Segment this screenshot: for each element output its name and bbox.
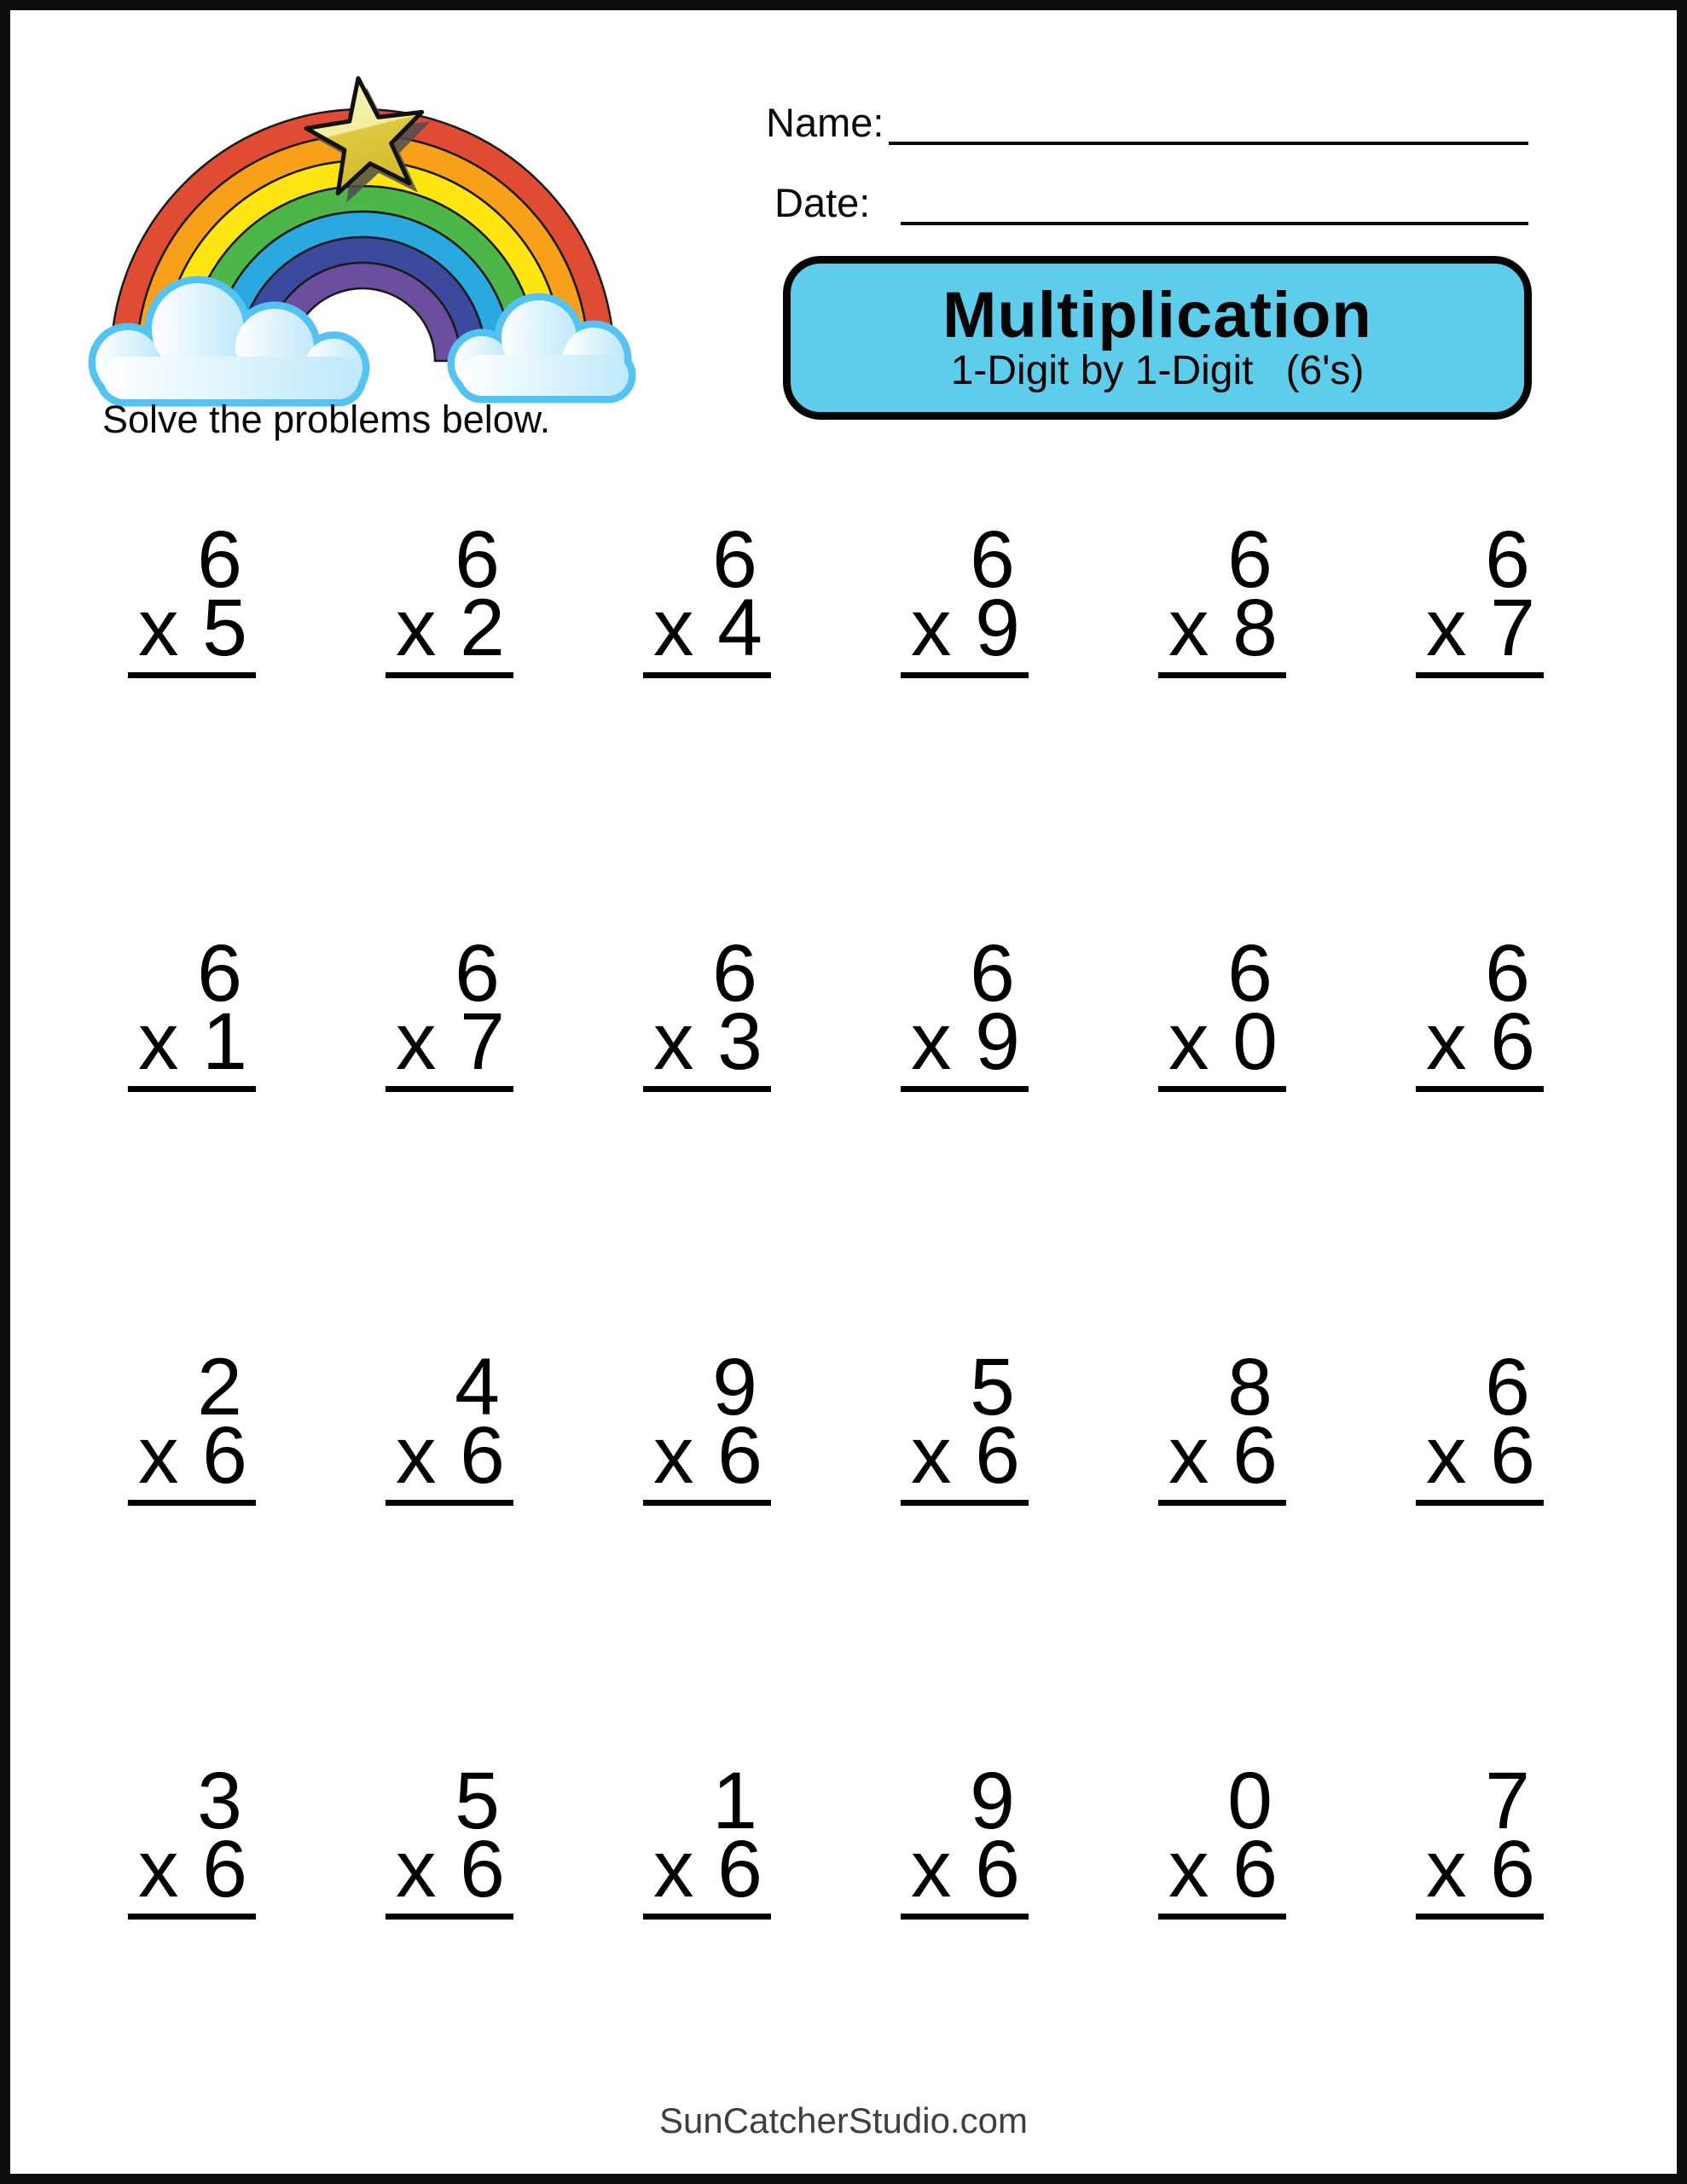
multiplicand: 4 xyxy=(455,1342,500,1432)
multiplication-problem xyxy=(901,928,1029,1092)
multiplier: 5 xyxy=(202,582,247,673)
multiplicand: 6 xyxy=(712,514,757,605)
multiplication-problem xyxy=(643,1342,771,1506)
multiplier-line xyxy=(1416,582,1544,673)
multiplier-line xyxy=(1158,996,1286,1087)
multiplication-problem xyxy=(901,1342,1029,1506)
multiplication-problem xyxy=(1158,514,1286,678)
multiply-operator: x xyxy=(653,1409,694,1501)
multiplicand: 7 xyxy=(1485,1756,1530,1846)
multiplier: 9 xyxy=(975,996,1020,1087)
multiplication-problem xyxy=(128,1342,256,1506)
multiplier-line xyxy=(128,582,256,673)
multiplier: 6 xyxy=(975,1823,1020,1914)
multiplication-problem xyxy=(1158,1756,1286,1920)
multiplicand: 6 xyxy=(1227,514,1272,605)
multiply-operator: x xyxy=(653,1823,694,1914)
multiplication-problem xyxy=(128,1756,256,1920)
multiplier-line xyxy=(643,996,771,1087)
multiply-operator: x xyxy=(911,582,952,673)
multiplier-line xyxy=(901,582,1029,673)
multiplicand: 6 xyxy=(197,514,242,605)
multiply-operator: x xyxy=(138,1409,179,1501)
multiplication-problem xyxy=(1416,514,1544,678)
multiplication-problem xyxy=(1416,1756,1544,1920)
multiply-operator: x xyxy=(396,582,437,673)
multiply-operator: x xyxy=(1168,582,1209,673)
multiplier: 6 xyxy=(1490,996,1535,1087)
multiplier-line xyxy=(1416,1823,1544,1914)
multiplication-problem xyxy=(1416,1342,1544,1506)
multiplier: 6 xyxy=(717,1823,762,1914)
multiply-operator: x xyxy=(653,996,694,1087)
date-label: Date: xyxy=(774,180,871,225)
multiply-operator: x xyxy=(1426,1823,1467,1914)
multiplier-line xyxy=(128,1823,256,1914)
footer-credit: SunCatcherStudio.com xyxy=(659,2100,1028,2140)
multiply-operator: x xyxy=(1168,996,1209,1087)
multiply-operator: x xyxy=(1426,996,1467,1087)
multiplier-line xyxy=(128,1409,256,1501)
multiplier-line xyxy=(1416,996,1544,1087)
multiplier-line xyxy=(901,1409,1029,1501)
multiply-operator: x xyxy=(1168,1823,1209,1914)
multiplication-problem xyxy=(901,514,1029,678)
multiplication-problem xyxy=(643,514,771,678)
multiplication-problem xyxy=(1416,928,1544,1092)
multiply-operator: x xyxy=(396,1409,437,1501)
multiply-operator: x xyxy=(396,1823,437,1914)
multiplicand: 5 xyxy=(970,1342,1015,1432)
multiply-operator: x xyxy=(138,996,179,1087)
multiply-operator: x xyxy=(138,1823,179,1914)
multiplier: 0 xyxy=(1232,996,1278,1087)
multiplicand: 0 xyxy=(1227,1756,1272,1846)
multiplier-line xyxy=(1416,1409,1544,1501)
multiplier: 6 xyxy=(1232,1823,1278,1914)
multiplier-line xyxy=(643,1823,771,1914)
multiplier-line xyxy=(901,1823,1029,1914)
multiplier: 6 xyxy=(1232,1409,1278,1501)
multiplicand: 6 xyxy=(455,928,500,1019)
multiplier: 4 xyxy=(717,582,762,673)
multiplicand: 6 xyxy=(1485,928,1530,1019)
multiply-operator: x xyxy=(911,1409,952,1501)
multiplicand: 6 xyxy=(712,928,757,1019)
multiplication-problem xyxy=(643,1756,771,1920)
multiplicand: 9 xyxy=(712,1342,757,1432)
multiplier: 7 xyxy=(1490,582,1535,673)
multiply-operator: x xyxy=(138,582,179,673)
multiplication-problem xyxy=(643,928,771,1092)
multiplier: 6 xyxy=(1490,1409,1535,1501)
multiplier-line xyxy=(643,1409,771,1501)
multiplication-problem xyxy=(1158,928,1286,1092)
multiplication-problem xyxy=(386,514,513,678)
subtitle-text: 1-Digit by 1-Digit xyxy=(950,347,1254,393)
multiplier-line xyxy=(128,996,256,1087)
multiplier: 6 xyxy=(202,1823,247,1914)
multiplier: 6 xyxy=(975,1409,1020,1501)
instruction-text: Solve the problems below. xyxy=(102,398,551,441)
multiply-operator: x xyxy=(911,1823,952,1914)
problems-row xyxy=(128,514,1544,678)
multiplier-line xyxy=(1158,1823,1286,1914)
multiplier: 9 xyxy=(975,582,1020,673)
multiplicand: 6 xyxy=(1227,928,1272,1019)
subtitle-note: (6's) xyxy=(1285,347,1365,393)
multiplicand: 6 xyxy=(455,514,500,605)
multiplicand: 6 xyxy=(1485,514,1530,605)
problems-row xyxy=(128,1342,1544,1506)
multiplier: 6 xyxy=(202,1409,247,1501)
multiplicand: 3 xyxy=(197,1756,242,1846)
multiply-operator: x xyxy=(911,996,952,1087)
name-label: Name: xyxy=(766,100,884,145)
multiply-operator: x xyxy=(653,582,694,673)
worksheet-title: Multiplication xyxy=(942,278,1372,351)
multiplicand: 6 xyxy=(197,928,242,1019)
multiplier-line xyxy=(386,1409,513,1501)
multiplier-line xyxy=(1158,582,1286,673)
multiplier-line xyxy=(1158,1409,1286,1501)
multiplier: 6 xyxy=(717,1409,762,1501)
multiplier: 2 xyxy=(460,582,505,673)
multiplicand: 5 xyxy=(455,1756,500,1846)
multiplier-line xyxy=(643,582,771,673)
multiplier: 6 xyxy=(460,1409,505,1501)
multiply-operator: x xyxy=(1426,1409,1467,1501)
problems-row xyxy=(128,1756,1544,1920)
multiplier-line xyxy=(901,996,1029,1087)
multiplication-problem xyxy=(386,928,513,1092)
multiply-operator: x xyxy=(1168,1409,1209,1501)
multiply-operator: x xyxy=(396,996,437,1087)
multiplier: 7 xyxy=(460,996,505,1087)
multiplicand: 6 xyxy=(970,514,1015,605)
multiplier: 8 xyxy=(1232,582,1278,673)
multiplicand: 1 xyxy=(712,1756,757,1846)
multiplication-problem xyxy=(386,1342,513,1506)
multiplication-problem xyxy=(901,1756,1029,1920)
problems-row xyxy=(128,928,1544,1092)
multiplier-line xyxy=(386,582,513,673)
multiplicand: 2 xyxy=(197,1342,242,1432)
multiplicand: 8 xyxy=(1227,1342,1272,1432)
multiply-operator: x xyxy=(1426,582,1467,673)
multiplicand: 6 xyxy=(970,928,1015,1019)
multiplier: 6 xyxy=(1490,1823,1535,1914)
multiplier: 3 xyxy=(717,996,762,1087)
multiplication-problem xyxy=(1158,1342,1286,1506)
multiplier: 1 xyxy=(202,996,247,1087)
multiplication-problem xyxy=(128,514,256,678)
multiplier-line xyxy=(386,996,513,1087)
multiplier: 6 xyxy=(460,1823,505,1914)
multiplicand: 6 xyxy=(1485,1342,1530,1432)
multiplicand: 9 xyxy=(970,1756,1015,1846)
multiplication-problem xyxy=(386,1756,513,1920)
multiplication-problem xyxy=(128,928,256,1092)
multiplier-line xyxy=(386,1823,513,1914)
